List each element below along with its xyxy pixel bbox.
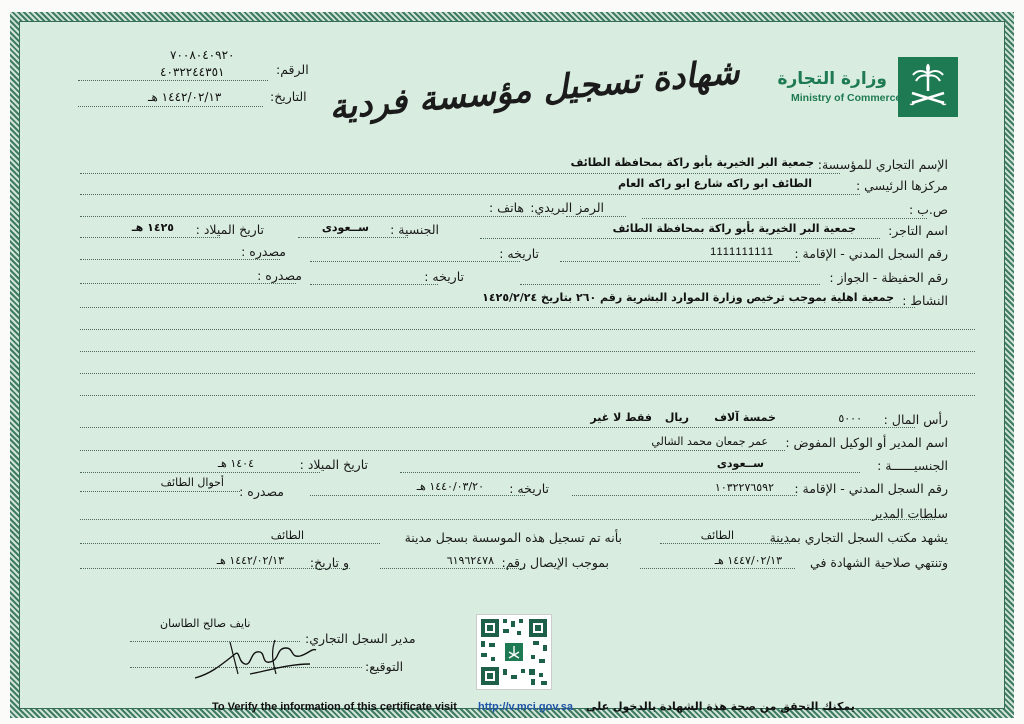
hq-value: الطائف ابو راكه شارع ابو راكه العام (618, 177, 812, 190)
mgr-nationality-value: ســعودى (716, 457, 764, 470)
mgr-civil-source-value: أحوال الطائف (160, 476, 224, 489)
attest-city: الطائف (700, 529, 734, 542)
mgr-powers-label: سلطات المدير (872, 506, 948, 521)
civil-value: 1111111111 (710, 246, 774, 258)
receipt-date-value: ١٤٤٢/٠٢/١٣ هـ (216, 554, 284, 567)
civil-source-label: مصدره : (241, 244, 286, 259)
capital-currency: ريال (664, 411, 689, 424)
trade-name-label: الإسم التجاري للمؤسسة: (817, 157, 948, 172)
number-top: ٧٠٠٨٠٤٠٩٢٠ (170, 48, 235, 62)
ministry-emblem-icon (898, 57, 958, 117)
attest-label: يشهد مكتب السجل التجاري بمدينة (769, 530, 948, 545)
expiry-value: ١٤٤٧/٠٢/١٣ هـ (714, 554, 782, 567)
capital-words: خمسة آلاف (714, 411, 776, 424)
attest-city2: الطائف (270, 529, 304, 542)
manager-label: اسم المدير أو الوكيل المفوض : (785, 435, 948, 450)
activity-label: النشاط : (902, 293, 948, 308)
registrar-label: مدير السجل التجاري: (305, 631, 416, 646)
family-date-label: تاريخه : (424, 269, 464, 284)
receipt-date-label: و تاريخ: (309, 555, 349, 570)
mgr-civil-value: ١٠٣٢٢٧٦٥٩٢ (714, 481, 774, 494)
expiry-label: وتنتهي صلاحية الشهادة في (810, 555, 948, 570)
verify-text-en: To Verify the information of this certificate visit (212, 701, 457, 713)
merchant-value: جمعية البر الخيرية بأبو راكة بمحافظة الطائف (612, 222, 856, 235)
phone-label: هاتف : (488, 200, 524, 215)
decorative-border (10, 12, 1014, 718)
ministry-name-ar: وزارة التجارة (777, 69, 887, 89)
civil-label: رقم السجل المدني - الإقامة : (794, 246, 948, 261)
receipt-label: بموجب الإيصال رقم: (501, 555, 609, 570)
activity-value: جمعية اهلية بموجب ترخيص وزارة الموارد البشرية رقم ٢٦٠ بتاريخ ١٤٢٥/٢/٢٤ (482, 291, 894, 304)
ministry-name-en: Ministry of Commerce (791, 92, 902, 104)
mgr-civil-date-value: ١٤٤٠/٠٣/٢٠ هـ (416, 480, 484, 493)
postal-label: الرمز البريدي: (530, 200, 604, 215)
mgr-civil-date-label: تاريخه : (509, 481, 549, 496)
birth-value: ١٤٢٥ هـ (131, 221, 174, 234)
date-label: التاريخ: (270, 89, 307, 104)
nationality-value: ســعودى (321, 221, 369, 234)
attest-mid: بأنه تم تسجيل هذه الموسسة بسجل مدينة (404, 530, 622, 545)
family-source-label: مصدره : (257, 268, 302, 283)
mgr-civil-label: رقم السجل المدني - الإقامة : (794, 481, 948, 496)
qr-code-icon (476, 614, 552, 690)
date-value: ١٤٤٢/٠٢/١٣ هـ (148, 90, 222, 104)
family-label: رقم الحفيظة - الجواز : (829, 270, 948, 285)
nationality-label: الجنسية : (390, 222, 439, 237)
capital-label: رأس المال : (883, 412, 948, 427)
signature-label: التوقيع: (365, 659, 404, 674)
registrar-name: نايف صالح الطاسان (160, 617, 251, 630)
capital-value: ٥٠٠٠ (838, 412, 862, 425)
pobox-label: ص.ب : (908, 202, 948, 217)
mgr-birth-label: تاريخ الميلاد : (299, 457, 368, 472)
mgr-nationality-label: الجنسيــــــة : (877, 458, 948, 473)
verify-url[interactable]: http://v.mci.gov.sa (478, 701, 573, 713)
verify-text-ar: يمكنك التحقق من صحة هذة الشهادة بالدخول على (586, 700, 855, 713)
trade-name-value: جمعية البر الخيرية بأبو راكة بمحافظة الطائف (570, 156, 814, 169)
hq-label: مركزها الرئيسي : (856, 178, 948, 193)
manager-value: عمر جمعان محمد الشالي (651, 435, 768, 448)
merchant-label: اسم التاجر: (888, 223, 948, 238)
handwritten-signature (190, 634, 330, 684)
birth-label: تاريخ الميلاد : (195, 222, 264, 237)
certificate-body (19, 21, 1005, 713)
mgr-birth-value: ١٤٠٤ هـ (217, 457, 254, 470)
civil-date-label: تاريخه : (499, 246, 539, 261)
certificate-title: شهادة تسجيل مؤسسة فردية (327, 52, 742, 128)
number-label: الرقم: (276, 62, 309, 77)
number-value: ٤٠٣٢٢٤٤٣٥١ (160, 65, 225, 79)
receipt-value: ٦١٩٦٢٤٧٨ (446, 554, 494, 567)
mgr-civil-source-label: مصدره : (239, 484, 284, 499)
capital-only: فقط لا غير (590, 411, 652, 424)
